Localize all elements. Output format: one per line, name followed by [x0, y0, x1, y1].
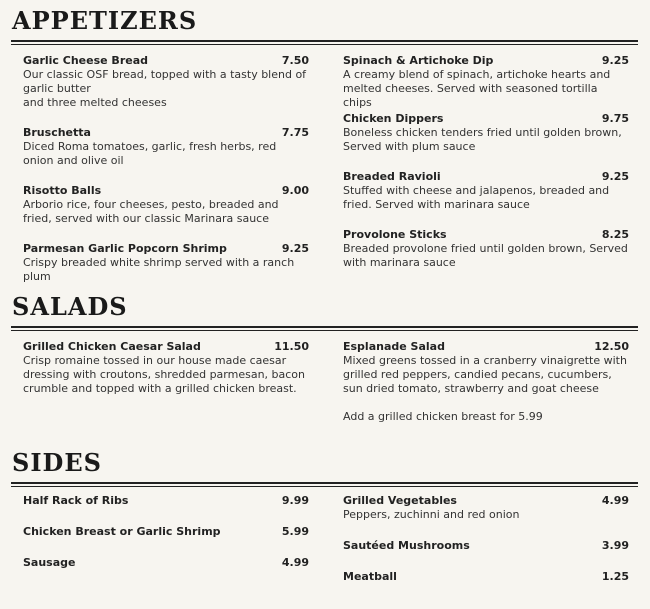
menu-item [343, 228, 629, 270]
item-price: 9.00 [281, 184, 309, 197]
appetizers-right-column [343, 54, 629, 270]
item-price: 12.50 [594, 340, 629, 353]
item-price: 9.25 [601, 54, 629, 67]
item-price: 9.25 [601, 170, 629, 183]
item-name: Grilled Vegetables [343, 494, 457, 507]
item-name: Provolone Sticks [343, 228, 447, 241]
item-price: 9.75 [601, 112, 629, 125]
sides-heading: SIDES [12, 448, 102, 477]
item-price: 1.25 [601, 570, 629, 583]
item-name: Breaded Ravioli [343, 170, 441, 183]
sides-right-column [343, 494, 629, 584]
item-price: 7.50 [281, 54, 309, 67]
item-description: Mixed greens tossed in a cranberry vinaigrette with grilled red peppers, candied pecans, cucumbers, sun dried tomato, strawberry and goat cheese [343, 354, 627, 395]
item-price: 4.99 [281, 556, 309, 569]
menu-item [343, 494, 629, 539]
item-name: Half Rack of Ribs [23, 494, 129, 507]
item-description: Crispy breaded white shrimp served with a ranch plum [23, 256, 295, 283]
menu-item [343, 340, 629, 410]
menu-item [343, 570, 629, 584]
sides-left-column [23, 494, 309, 570]
appetizers-divider [11, 40, 638, 45]
menu-item [23, 184, 309, 242]
menu-item [343, 539, 629, 570]
item-description: Boneless chicken tenders fried until golden brown, Served with plum sauce [343, 126, 622, 153]
menu-item [23, 556, 309, 570]
menu-item [343, 112, 629, 170]
salads-left-column [23, 340, 309, 396]
item-description: Diced Roma tomatoes, garlic, fresh herbs, red onion and olive oil [23, 140, 277, 167]
item-description: Peppers, zuchinni and red onion [343, 508, 520, 521]
item-name: Meatball [343, 570, 397, 583]
salads-divider [11, 326, 638, 331]
appetizers-heading: APPETIZERS [12, 6, 198, 35]
item-name: Chicken Breast or Garlic Shrimp [23, 525, 221, 538]
item-description: Breaded provolone fried until golden brown, Served with marinara sauce [343, 242, 628, 269]
item-description: Arborio rice, four cheeses, pesto, breaded and fried, served with our classic Marinara sauce [23, 198, 279, 225]
menu-item [343, 170, 629, 228]
menu-item [23, 340, 309, 396]
item-name: Parmesan Garlic Popcorn Shrimp [23, 242, 227, 255]
add-on-note: Add a grilled chicken breast for 5.99 [343, 410, 543, 423]
item-price: 3.99 [601, 539, 629, 552]
item-price: 9.99 [281, 494, 309, 507]
item-name: Bruschetta [23, 126, 91, 139]
menu-item [23, 126, 309, 184]
item-name: Esplanade Salad [343, 340, 445, 353]
salads-heading: SALADS [12, 292, 128, 321]
sides-divider [11, 482, 638, 487]
item-description: Stuffed with cheese and jalapenos, breaded and fried. Served with marinara sauce [343, 184, 610, 211]
item-name: Spinach & Artichoke Dip [343, 54, 494, 67]
item-description: Our classic OSF bread, topped with a tasty blend of garlic butter and three melted cheeses [23, 68, 307, 109]
item-price: 8.25 [601, 228, 629, 241]
item-name: Garlic Cheese Bread [23, 54, 148, 67]
item-name: Chicken Dippers [343, 112, 444, 125]
menu-item [23, 54, 309, 126]
item-price: 5.99 [281, 525, 309, 538]
menu-item [343, 54, 629, 112]
menu-item [23, 494, 309, 525]
salads-right-column [343, 340, 629, 424]
item-name: Grilled Chicken Caesar Salad [23, 340, 201, 353]
menu-item [23, 242, 309, 284]
item-price: 4.99 [601, 494, 629, 507]
item-price: 9.25 [281, 242, 309, 255]
item-price: 7.75 [281, 126, 309, 139]
item-name: Sausage [23, 556, 76, 569]
menu-item [23, 525, 309, 556]
item-description: A creamy blend of spinach, artichoke hearts and melted cheeses. Served with seasoned tortilla chips [343, 68, 611, 109]
appetizers-left-column [23, 54, 309, 284]
item-description: Crisp romaine tossed in our house made caesar dressing with croutons, shredded parmesan, bacon crumble and topped with a grilled chicken breast. [23, 354, 306, 395]
item-name: Risotto Balls [23, 184, 102, 197]
item-name: Sautéed Mushrooms [343, 539, 470, 552]
item-price: 11.50 [274, 340, 309, 353]
